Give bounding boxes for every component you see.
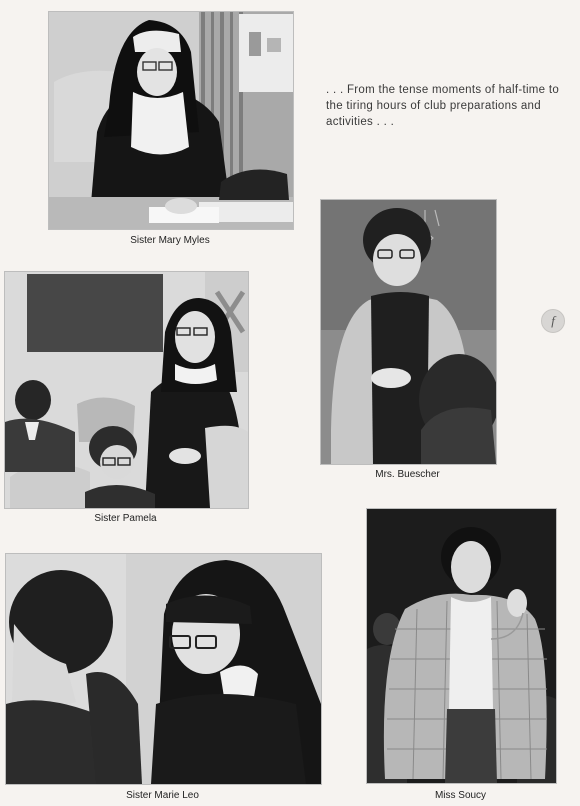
photo-sister-pamela bbox=[4, 271, 249, 509]
caption-miss-soucy: Miss Soucy bbox=[434, 790, 487, 801]
folio-marker-icon: f bbox=[541, 309, 565, 333]
photo-sister-mary-myles bbox=[48, 11, 294, 230]
caption-sister-mary-myles: Sister Mary Myles bbox=[130, 235, 210, 246]
intro-text: . . . From the tense moments of half-time to the tiring hours of club preparations and activities . . . bbox=[326, 84, 560, 128]
photo-sister-marie-leo bbox=[5, 553, 322, 785]
caption-sister-pamela: Sister Pamela bbox=[94, 513, 157, 524]
photo-mrs-buescher bbox=[320, 199, 497, 465]
photo-miss-soucy bbox=[366, 508, 557, 784]
caption-mrs-buescher: Mrs. Buescher bbox=[375, 469, 440, 480]
caption-sister-marie-leo: Sister Marie Leo bbox=[126, 790, 199, 801]
